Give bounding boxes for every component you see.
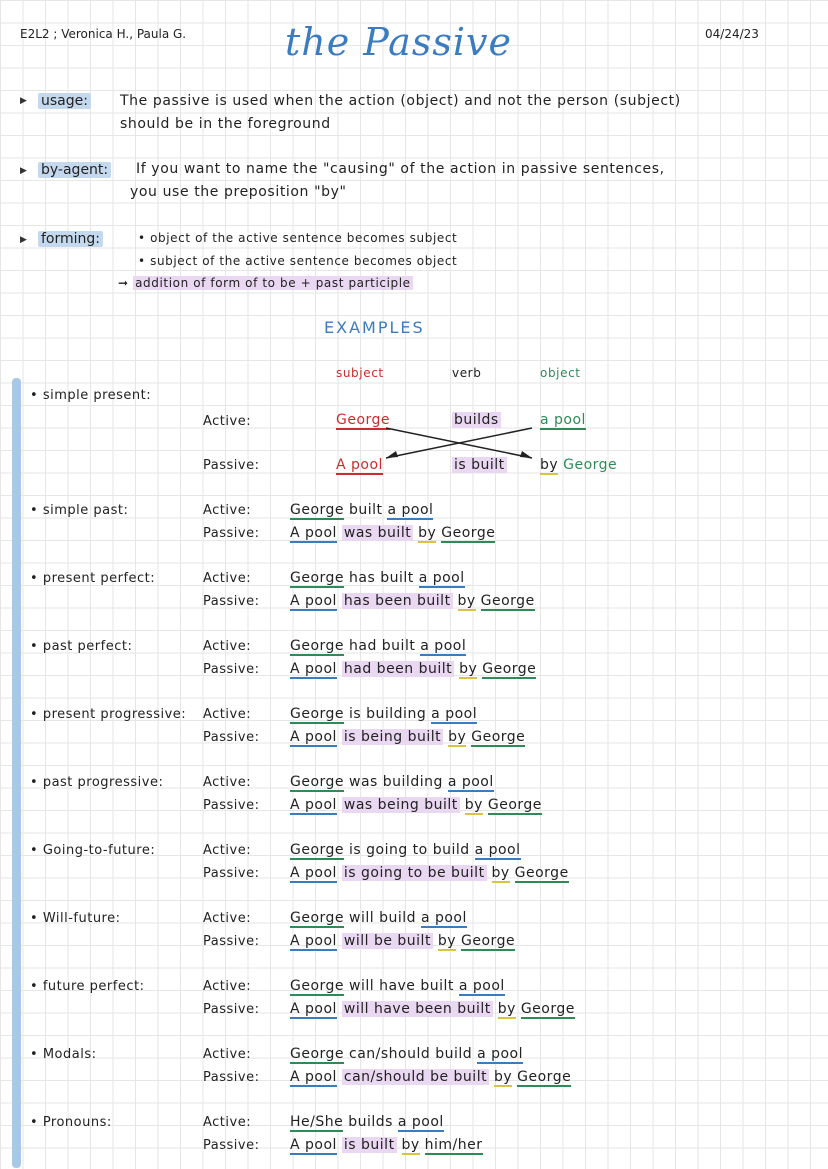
active-object: a pool — [387, 502, 434, 518]
passive-label: Passive: — [203, 1070, 260, 1085]
active-verb: was building — [349, 774, 443, 790]
swap-arrows-icon — [380, 424, 540, 462]
active-label: Active: — [203, 911, 252, 926]
active-verb: can/should build — [349, 1046, 473, 1062]
col-subject: subject — [336, 366, 384, 380]
passive-sentence — [290, 593, 535, 609]
triangle-bullet-icon: ▶ — [20, 96, 27, 106]
col-object: object — [540, 366, 581, 380]
passive-label: Passive: — [203, 1002, 260, 1017]
usage-label: usage: — [38, 93, 91, 109]
passive-sentence — [290, 797, 542, 813]
passive-by: by — [494, 1069, 513, 1085]
examples-heading: EXAMPLES — [324, 318, 425, 337]
active-object: a pool — [418, 570, 465, 586]
section-title: • Modals: — [30, 1047, 97, 1062]
active-object: a pool — [420, 910, 467, 926]
passive-verb: was built — [343, 525, 412, 541]
passive-label: Passive: — [203, 594, 260, 609]
passive-label: Passive: — [203, 866, 260, 881]
passive-label: Passive: — [203, 1138, 260, 1153]
active-sentence — [290, 910, 467, 926]
usage-text-line2: should be in the foreground — [120, 116, 331, 132]
author-line: E2L2 ; Veronica H., Paula G. — [20, 27, 187, 41]
section-title: • simple present: — [30, 388, 152, 403]
passive-verb: is built — [454, 457, 505, 473]
active-verb: builds — [348, 1114, 393, 1130]
active-subject: George — [290, 978, 345, 994]
passive-label: Passive: — [203, 526, 260, 541]
active-verb: builds — [454, 412, 499, 428]
active-sentence — [290, 774, 494, 790]
section-title: • past perfect: — [30, 639, 133, 654]
section-title: • Pronouns: — [30, 1115, 112, 1130]
passive-by: by — [464, 797, 483, 813]
passive-agent: George — [520, 1001, 575, 1017]
passive-subject: A pool — [336, 457, 383, 473]
passive-agent: George — [441, 525, 496, 541]
active-label: Active: — [203, 979, 252, 994]
active-object: a pool — [477, 1046, 524, 1062]
passive-subject: A pool — [290, 933, 337, 949]
passive-subject: A pool — [290, 593, 337, 609]
passive-subject: A pool — [290, 797, 337, 813]
passive-verb: will be built — [343, 933, 431, 949]
passive-sentence — [290, 729, 525, 745]
active-label: Active: — [203, 843, 252, 858]
triangle-bullet-icon: ▶ — [20, 166, 27, 176]
passive-agent: George — [482, 661, 537, 677]
active-label: Active: — [203, 571, 252, 586]
passive-label: Passive: — [203, 730, 260, 745]
passive-sentence — [290, 1069, 571, 1085]
active-subject: George — [290, 706, 345, 722]
active-verb: is going to build — [349, 842, 470, 858]
byagent-label: by-agent: — [38, 162, 111, 178]
passive-subject: A pool — [290, 1001, 337, 1017]
passive-subject: A pool — [290, 1069, 337, 1085]
active-label: Active: — [203, 414, 252, 429]
active-object: a pool — [431, 706, 478, 722]
passive-by: by — [437, 933, 457, 949]
passive-sentence — [290, 1137, 483, 1153]
active-object: a pool — [474, 842, 521, 858]
active-sentence — [290, 638, 466, 654]
active-sentence — [290, 842, 521, 858]
passive-agent: him/her — [424, 1137, 483, 1153]
passive-verb: is going to be built — [343, 865, 485, 881]
forming-label: forming: — [38, 231, 103, 247]
passive-sentence — [290, 661, 536, 677]
passive-by: by — [457, 593, 476, 609]
forming-item-1: • object of the active sentence becomes subject — [138, 231, 458, 245]
forming-item-3: ➞ addition of form of to be + past participle — [118, 276, 411, 290]
active-subject: George — [290, 1046, 345, 1062]
passive-by: by — [459, 661, 478, 677]
section-title: • future perfect: — [30, 979, 145, 994]
section-title: • past progressive: — [30, 775, 164, 790]
triangle-bullet-icon: ▶ — [20, 235, 27, 245]
section-title: • simple past: — [30, 503, 129, 518]
active-verb: will build — [349, 910, 416, 926]
active-subject: He/She — [290, 1114, 344, 1130]
passive-label: Passive: — [203, 662, 260, 677]
passive-by: by — [401, 1137, 420, 1153]
section-title: • Going-to-future: — [30, 843, 156, 858]
passive-sentence — [290, 933, 515, 949]
active-label: Active: — [203, 707, 252, 722]
active-subject: George — [290, 910, 345, 926]
passive-sentence — [290, 865, 569, 881]
passive-by: by — [448, 729, 467, 745]
section-title: • present perfect: — [30, 571, 156, 586]
active-sentence — [290, 706, 477, 722]
passive-verb: will have been built — [343, 1001, 491, 1017]
byagent-text-line2: you use the preposition "by" — [130, 184, 347, 200]
passive-verb: is being built — [343, 729, 442, 745]
passive-by: by — [491, 865, 510, 881]
passive-label: Passive: — [203, 934, 260, 949]
section-title: • present progressive: — [30, 707, 187, 722]
passive-subject: A pool — [290, 661, 337, 677]
passive-sentence — [290, 1001, 575, 1017]
active-subject: George — [290, 774, 345, 790]
passive-verb: has been built — [343, 593, 451, 609]
active-sentence — [290, 570, 465, 586]
date: 04/24/23 — [705, 27, 759, 41]
active-object: a pool — [458, 978, 505, 994]
active-object: a pool — [540, 412, 586, 428]
active-sentence — [290, 1046, 523, 1062]
active-verb: will have built — [349, 978, 454, 994]
passive-agent: by George — [540, 457, 618, 473]
active-subject: George — [290, 502, 345, 518]
passive-subject: A pool — [290, 525, 337, 541]
active-subject: George — [336, 412, 391, 428]
passive-verb: was being built — [343, 797, 458, 813]
byagent-text-line1: If you want to name the "causing" of the action in passive sentences, — [136, 161, 665, 177]
passive-by: by — [418, 525, 437, 541]
active-subject: George — [290, 842, 345, 858]
col-verb: verb — [452, 366, 482, 380]
passive-verb: can/should be built — [343, 1069, 488, 1085]
passive-label: Passive: — [203, 798, 260, 813]
passive-agent: George — [471, 729, 526, 745]
active-sentence — [290, 978, 505, 994]
active-sentence — [290, 1114, 444, 1130]
active-object: a pool — [397, 1114, 444, 1130]
passive-verb: had been built — [343, 661, 453, 677]
usage-text-line1: The passive is used when the action (object) and not the person (subject) — [120, 93, 681, 109]
passive-sentence — [290, 525, 495, 541]
passive-verb: is built — [343, 1137, 395, 1153]
passive-by: by — [497, 1001, 516, 1017]
passive-agent: George — [487, 797, 542, 813]
active-object: a pool — [447, 774, 494, 790]
active-label: Active: — [203, 639, 252, 654]
page-title: the Passive — [285, 20, 512, 64]
active-verb: built — [349, 502, 383, 518]
margin-bar — [12, 378, 21, 1168]
active-verb: had built — [349, 638, 416, 654]
active-label: Active: — [203, 503, 252, 518]
active-label: Active: — [203, 775, 252, 790]
active-subject: George — [290, 638, 345, 654]
passive-label: Passive: — [203, 458, 260, 473]
passive-subject: A pool — [290, 729, 337, 745]
active-object: a pool — [420, 638, 467, 654]
active-label: Active: — [203, 1115, 252, 1130]
passive-subject: A pool — [290, 865, 337, 881]
passive-agent: George — [517, 1069, 572, 1085]
active-subject: George — [290, 570, 345, 586]
active-verb: has built — [349, 570, 414, 586]
passive-subject: A pool — [290, 1137, 337, 1153]
active-label: Active: — [203, 1047, 252, 1062]
passive-agent: George — [514, 865, 569, 881]
passive-agent: George — [461, 933, 516, 949]
forming-item-2: • subject of the active sentence becomes object — [138, 254, 458, 268]
section-title: • Will-future: — [30, 911, 121, 926]
active-sentence — [290, 502, 433, 518]
passive-agent: George — [480, 593, 535, 609]
active-verb: is building — [349, 706, 427, 722]
